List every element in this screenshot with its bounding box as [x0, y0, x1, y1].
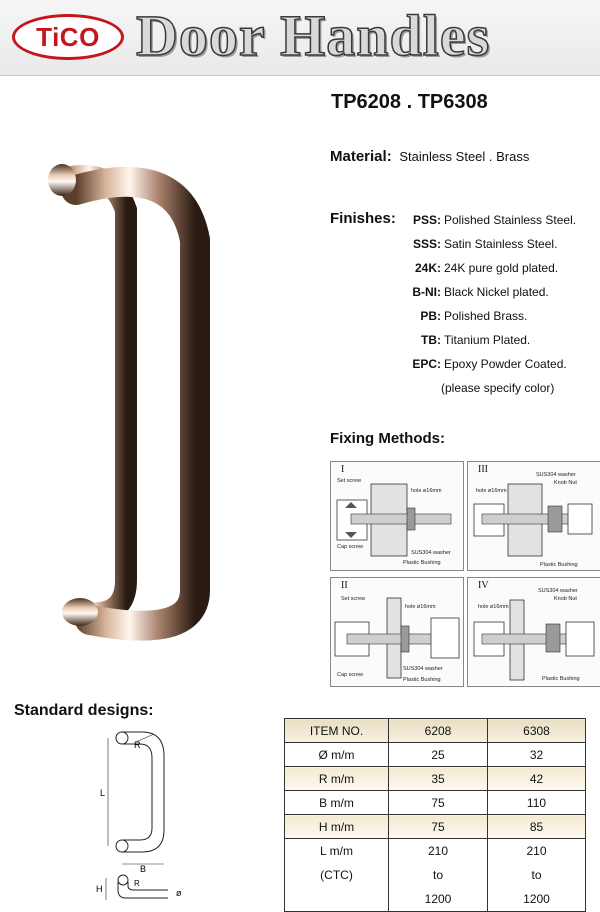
panel-number: III [478, 464, 488, 475]
table-cell: 85 [488, 815, 586, 839]
finish-desc: 24K pure gold plated. [444, 261, 559, 275]
panel-label: hole ø16mm [405, 604, 436, 610]
table-cell: R m/m [285, 767, 389, 791]
finish-code: PSS: [412, 213, 441, 227]
table-row [285, 743, 586, 767]
table-cell: B m/m [285, 791, 389, 815]
panel-label: hole ø16mm [476, 488, 507, 494]
finish-desc: Satin Stainless Steel. [444, 237, 558, 251]
dim-H-label: H [96, 884, 103, 894]
finish-item [408, 237, 598, 261]
finish-item [408, 309, 598, 333]
finish-item [408, 261, 598, 285]
model-number: TP6208 . TP6308 [331, 91, 488, 113]
finish-desc: Black Nickel plated. [444, 285, 549, 299]
cell-line: 1200 [424, 892, 452, 906]
table-cell: 75 [389, 815, 488, 839]
finish-code: TB: [421, 333, 441, 347]
finish-code: 24K: [414, 261, 441, 275]
finish-code: PB: [420, 309, 441, 323]
panel-label: SUS304 washer [536, 472, 576, 478]
finish-desc: Titanium Plated. [444, 333, 531, 347]
panel-label: SUS304 washer [403, 666, 443, 672]
finish-note: (please specify color) [441, 381, 555, 395]
panel-label: Plastic Bushing [403, 560, 441, 566]
cell-line [285, 887, 388, 911]
finish-item [408, 213, 598, 237]
table-row [285, 767, 586, 791]
table-cell: 75 [389, 791, 488, 815]
material-line [330, 148, 529, 165]
table-row [285, 791, 586, 815]
panel-label: SUS304 washer [538, 588, 578, 594]
table-header-cell: 6208 [389, 719, 488, 743]
panel-label: hole ø16mm [411, 488, 442, 494]
table-cell: H m/m [285, 815, 389, 839]
panel-label: Knob Nut [554, 596, 577, 602]
fixing-panel-2 [330, 577, 464, 687]
page-title: Door Handles [136, 3, 491, 68]
table-cell: 42 [488, 767, 586, 791]
finishes-list [408, 213, 598, 405]
header-banner [0, 0, 600, 76]
cell-line: 210 [427, 844, 449, 858]
panel-number: I [341, 464, 345, 475]
finish-desc: Epoxy Powder Coated. [444, 357, 567, 371]
panel-label: Cap screw [337, 672, 363, 678]
finish-item [408, 333, 598, 357]
dim-B-label: B [140, 864, 147, 874]
panel-label: hole ø16mm [478, 604, 509, 610]
finish-item [408, 285, 598, 309]
panel-label: Knob Nut [554, 480, 577, 486]
spec-table [284, 718, 586, 912]
table-cell: 35 [389, 767, 488, 791]
finish-item [408, 357, 598, 381]
technical-drawing [88, 722, 192, 906]
fixing-panel-4 [467, 577, 600, 687]
dim-R2-label: R [134, 879, 140, 888]
table-row-length [285, 839, 586, 912]
panel-label: Set screw [337, 478, 362, 484]
panel-label: Set screw [341, 596, 366, 602]
table-cell [285, 839, 389, 912]
panel-label: SUS304 washer [411, 550, 451, 556]
fixing-diagram [468, 462, 600, 572]
cell-line: L m/m [320, 844, 353, 858]
panel-number: II [341, 580, 348, 591]
fixing-methods-label: Fixing Methods: [330, 430, 445, 447]
table-cell: 25 [389, 743, 488, 767]
fixing-diagram [468, 578, 600, 688]
dim-phi-label: ø [176, 888, 182, 898]
cell-line: (CTC) [320, 868, 353, 882]
cell-line: 210 [526, 844, 547, 858]
finish-code: B-NI: [412, 285, 441, 299]
panel-label: Plastic Bushing [540, 562, 578, 568]
table-header-cell: ITEM NO. [285, 719, 389, 743]
panel-label: Plastic Bushing [403, 677, 441, 683]
table-header-row [285, 719, 586, 743]
material-value: Stainless Steel . Brass [399, 149, 530, 164]
standard-designs-label: Standard designs: [14, 702, 154, 719]
brand-logo-text: TiCO [36, 21, 100, 52]
table-cell [389, 839, 488, 912]
cell-line: to [432, 868, 443, 882]
table-cell: Ø m/m [285, 743, 389, 767]
door-handle-photo [30, 150, 230, 660]
fixing-panel-1 [330, 461, 464, 571]
table-cell: 110 [488, 791, 586, 815]
material-label: Material: [330, 148, 392, 165]
panel-label: Cap screw [337, 544, 363, 550]
panel-number: IV [478, 580, 489, 591]
finish-code: SSS: [412, 237, 441, 251]
brand-logo [12, 14, 124, 60]
table-row [285, 815, 586, 839]
table-cell: 32 [488, 743, 586, 767]
cell-line: to [531, 868, 542, 882]
table-header-cell: 6308 [488, 719, 586, 743]
finish-desc: Polished Stainless Steel. [444, 213, 577, 227]
finishes-label: Finishes: [330, 210, 396, 227]
finish-code: EPC: [412, 357, 441, 371]
fixing-panel-3 [467, 461, 600, 571]
dim-L-label: L [100, 788, 106, 798]
cell-line: 1200 [523, 892, 550, 906]
dim-R-label: R [134, 740, 141, 750]
finish-desc: Polished Brass. [444, 309, 528, 323]
panel-label: Plastic Bushing [542, 676, 580, 682]
table-cell [488, 839, 586, 912]
